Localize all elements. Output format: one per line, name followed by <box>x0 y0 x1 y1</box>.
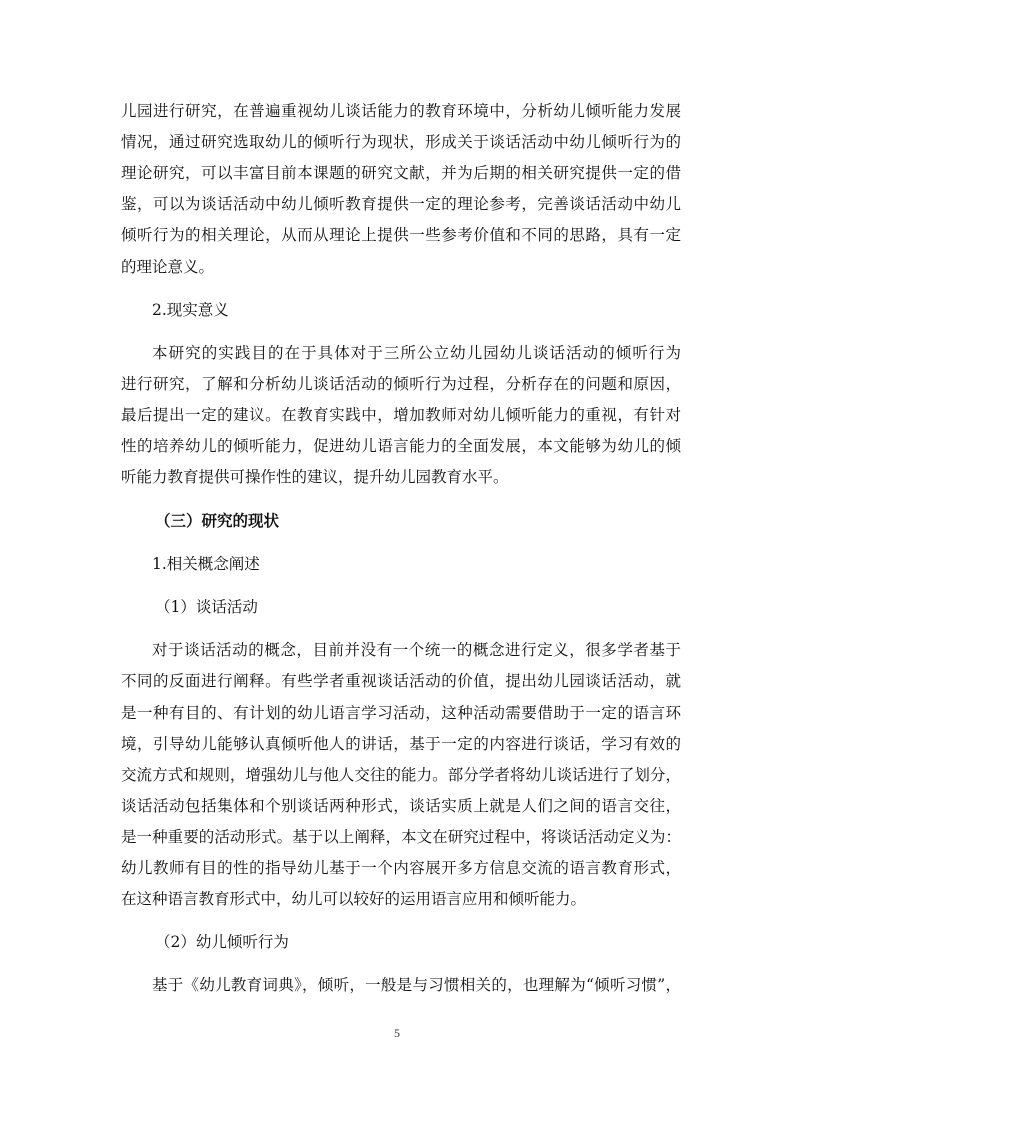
text-line: 交流方式和规则，增强幼儿与他人交往的能力。部分学者将幼儿谈话进行了划分， <box>121 766 681 784</box>
text-line: 基于《幼儿教育词典》，倾听，一般是与习惯相关的，也理解为“倾听习惯”， <box>152 976 681 994</box>
text-line: 本研究的实践目的在于具体对于三所公立幼儿园幼儿谈话活动的倾听行为 <box>152 344 681 362</box>
text-line: 鉴，可以为谈话活动中幼儿倾听教育提供一定的理论参考，完善谈话活动中幼儿 <box>121 195 681 213</box>
text-line: 在这种语言教育形式中，幼儿可以较好的运用语言应用和倾听能力。 <box>121 890 587 908</box>
subsection-heading: （1）谈话活动 <box>155 598 258 616</box>
text-line: 性的培养幼儿的倾听能力，促进幼儿语言能力的全面发展，本文能够为幼儿的倾 <box>121 437 681 455</box>
text-line: 倾听行为的相关理论，从而从理论上提供一些参考价值和不同的思路，具有一定 <box>121 226 681 244</box>
text-line: 是一种有目的、有计划的幼儿语言学习活动，这种活动需要借助于一定的语言环 <box>121 704 681 722</box>
text-line: 最后提出一定的建议。在教育实践中，增加教师对幼儿倾听能力的重视，有针对 <box>121 406 681 424</box>
text-line: 境，引导幼儿能够认真倾听他人的讲话，基于一定的内容进行谈话，学习有效的 <box>121 735 681 753</box>
text-line: 对于谈话活动的概念，目前并没有一个统一的概念进行定义，很多学者基于 <box>152 641 681 659</box>
text-line: 谈话活动包括集体和个别谈话两种形式，谈话实质上就是人们之间的语言交往， <box>121 797 681 815</box>
text-line: 不同的反面进行阐释。有些学者重视谈话活动的价值，提出幼儿园谈话活动，就 <box>121 672 681 690</box>
text-line: 进行研究，了解和分析幼儿谈话活动的倾听行为过程，分析存在的问题和原因， <box>121 375 681 393</box>
page-number: 5 <box>394 1026 400 1040</box>
text-line: 幼儿教师有目的性的指导幼儿基于一个内容展开多方信息交流的语言教育形式， <box>121 859 681 877</box>
text-line: 情况，通过研究选取幼儿的倾听行为现状，形成关于谈话活动中幼儿倾听行为的 <box>121 133 681 151</box>
text-line: 的理论意义。 <box>121 258 215 276</box>
section-heading: （三）研究的现状 <box>155 511 280 530</box>
text-line: 儿园进行研究，在普遍重视幼儿谈话能力的教育环境中，分析幼儿倾听能力发展 <box>121 102 681 120</box>
text-line: 听能力教育提供可操作性的建议，提升幼儿园教育水平。 <box>121 468 509 486</box>
subsection-heading: （2）幼儿倾听行为 <box>155 933 289 951</box>
section-heading: 2.现实意义 <box>152 301 229 319</box>
text-line: 理论研究，可以丰富目前本课题的研究文献，并为后期的相关研究提供一定的借 <box>121 164 681 182</box>
subsection-heading: 1.相关概念阐述 <box>152 555 260 573</box>
text-line: 是一种重要的活动形式。基于以上阐释，本文在研究过程中，将谈话活动定义为： <box>121 828 681 846</box>
